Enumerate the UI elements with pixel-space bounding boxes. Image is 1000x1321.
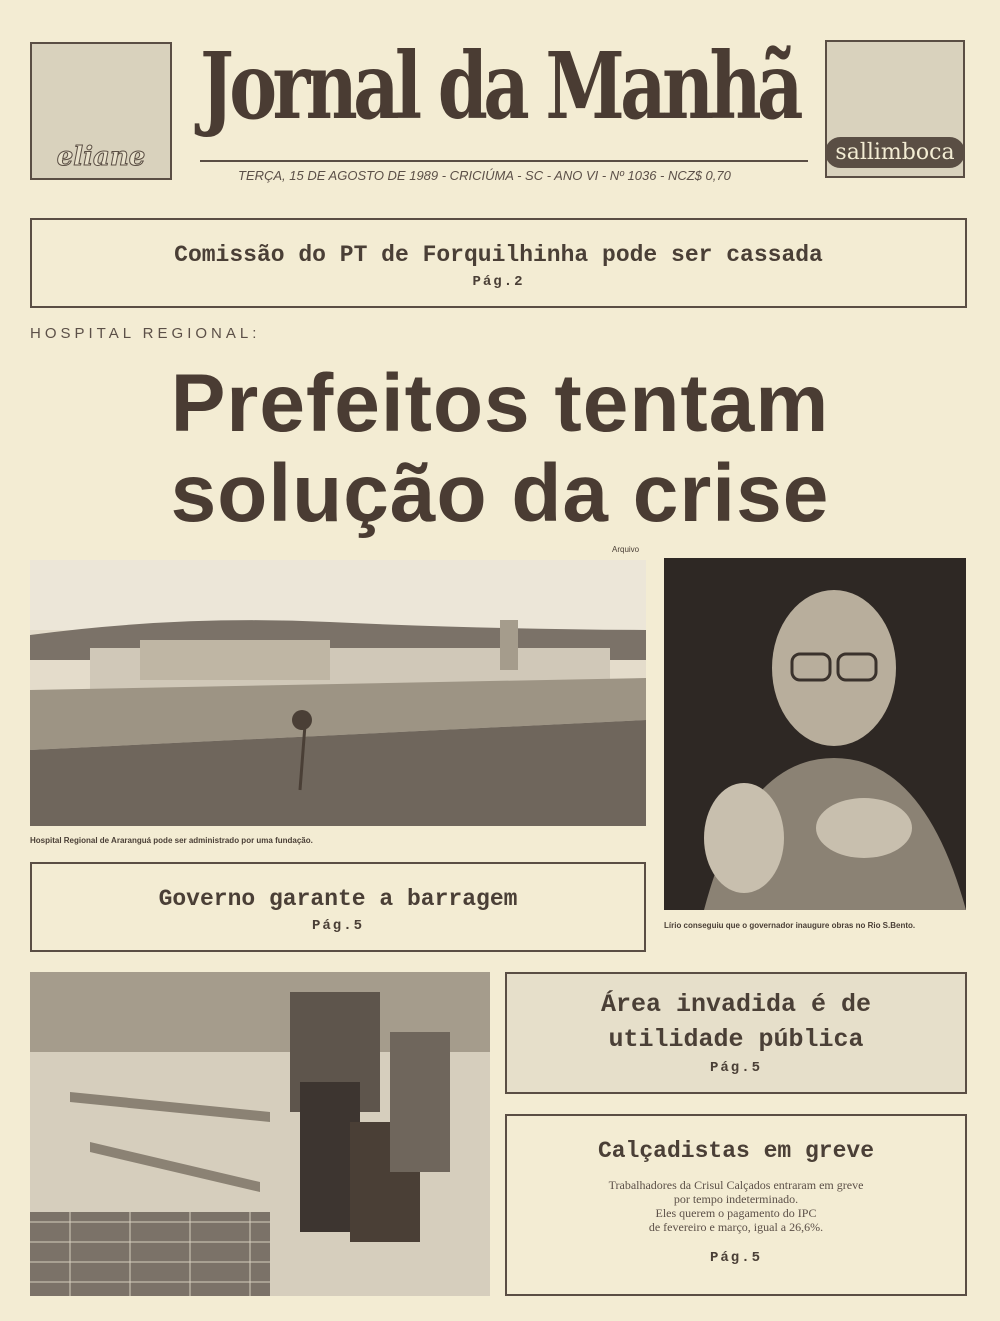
greve-body-line: Trabalhadores da Crisul Calçados entraram em greve (608, 1178, 864, 1192)
masthead-title: Jornal da Manhã (200, 32, 799, 140)
hospital-photo (30, 560, 646, 826)
area-page: Pág.5 (709, 1060, 762, 1076)
ad-sallimboca-logo: sallimboca (825, 137, 964, 168)
top-story-page: Pág.2 (472, 274, 525, 290)
ad-sallimboca (825, 40, 965, 178)
greve-story-box (505, 1114, 967, 1296)
greve-body (507, 1178, 965, 1234)
area-headline-line1: Área invadida é de (600, 990, 872, 1019)
greve-body-line: Eles querem o pagamento do IPC (655, 1206, 817, 1220)
main-story-kicker: HOSPITAL REGIONAL: (30, 325, 261, 342)
barragem-page: Pág.5 (311, 918, 364, 934)
masthead-rule (200, 160, 808, 162)
greve-body-line: por tempo indeterminado. (673, 1192, 799, 1206)
barragem-story-box (30, 862, 646, 952)
portrait-photo-caption: Lírio conseguiu que o governador inaugure obras no Rio S.Bento. (664, 921, 916, 930)
area-story-box (505, 972, 967, 1094)
factory-photo (30, 972, 490, 1296)
portrait-photo (664, 558, 966, 910)
greve-body-line: de fevereiro e março, igual a 26,6%. (648, 1220, 824, 1234)
ad-eliane-logo: eliane (56, 142, 146, 172)
main-story-headline-line2: solução da crise (170, 448, 830, 539)
top-story-headline: Comissão do PT de Forquilhinha pode ser cassada (174, 242, 823, 268)
photo-credit: Arquivo (612, 545, 640, 554)
greve-headline: Calçadistas em greve (597, 1138, 875, 1164)
ad-eliane (30, 42, 172, 180)
barragem-headline: Governo garante a barragem (158, 886, 518, 912)
greve-page: Pág.5 (709, 1250, 762, 1266)
masthead-dateline: TERÇA, 15 DE AGOSTO DE 1989 - CRICIÚMA - SC - ANO VI - Nº 1036 - NCZ$ 0,70 (238, 168, 731, 183)
top-story-box (30, 218, 967, 308)
area-headline-line2: utilidade pública (608, 1025, 864, 1054)
main-story-headline-line1: Prefeitos tentam (170, 358, 830, 449)
hospital-photo-caption: Hospital Regional de Araranguá pode ser administrado por uma fundação. (30, 836, 313, 845)
